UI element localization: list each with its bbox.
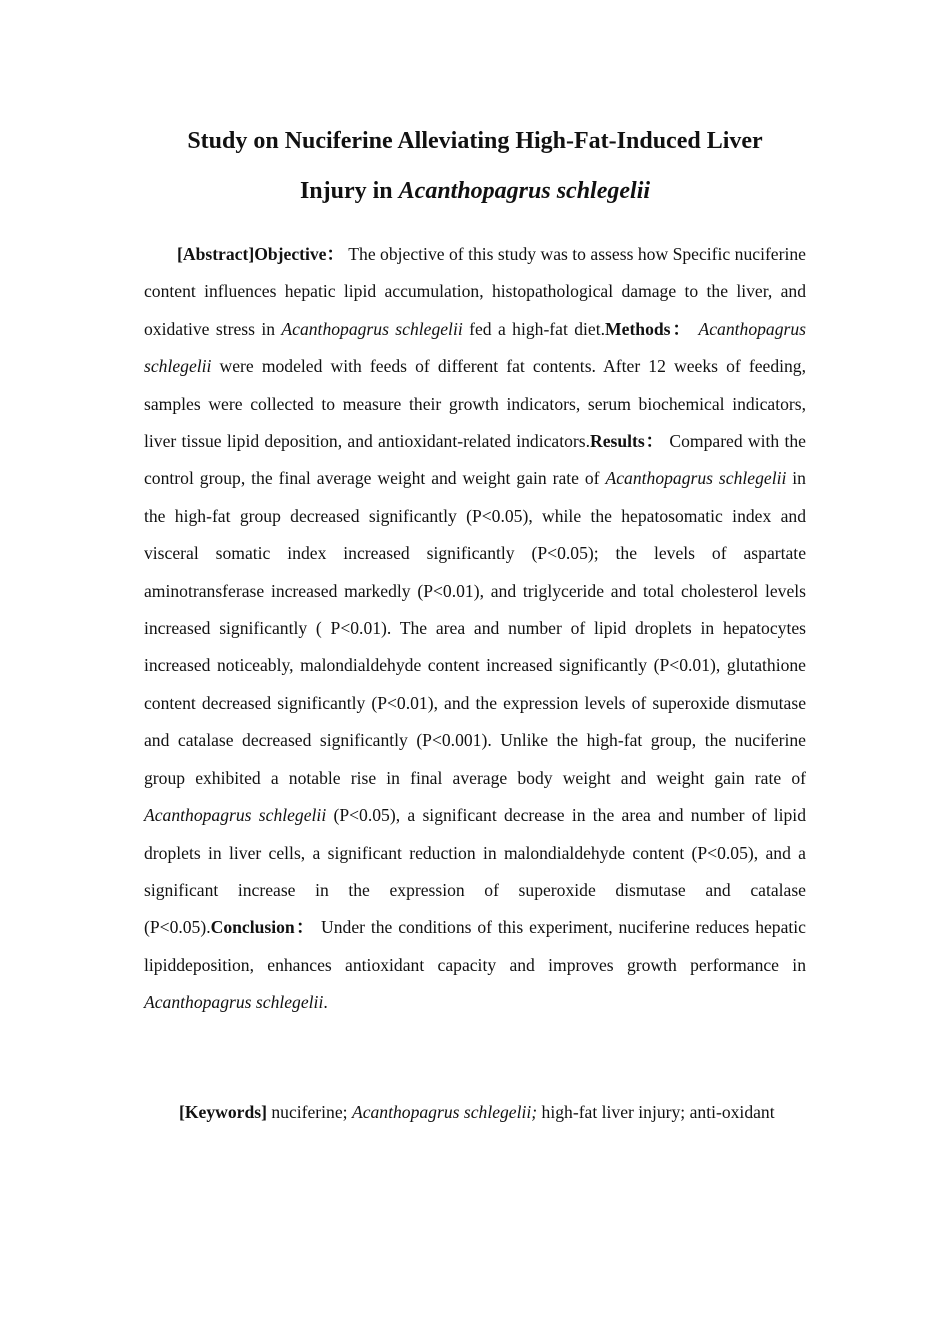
- species-name: Acanthopagrus schlegelii: [144, 992, 324, 1013]
- objective-text-2: fed a high-fat diet.: [462, 318, 606, 339]
- species-name: Acanthopagrus schlegelii: [144, 805, 327, 826]
- methods-text: were modeled with feeds of different fat contents. After 12 weeks of feeding, samples were collected to measure their growth indicators, serum biochemical indicators, liver tissue lipid deposition, and antioxidant-related indicators.: [144, 356, 806, 452]
- conclusion-label: Conclusion：: [210, 917, 316, 938]
- abstract-paragraph: [144, 236, 806, 1022]
- species-name: Acanthopagrus schlegelii: [144, 318, 806, 377]
- species-name: Acanthopagrus schlegelii: [281, 318, 463, 339]
- title-species: Acanthopagrus schlegelii: [398, 178, 651, 204]
- conclusion-text-2: .: [323, 992, 328, 1013]
- title-prefix: Injury in: [299, 178, 399, 204]
- title-line-2: [120, 176, 830, 206]
- title-text: Study on Nuciferine Alleviating High-Fat-Induced Liver: [187, 128, 763, 154]
- abstract-heading: [Abstract]: [177, 244, 255, 264]
- keyword-3: high-fat liver injury; anti-oxidant: [537, 1102, 775, 1122]
- species-name: Acanthopagrus schlegelii: [605, 468, 787, 489]
- results-text-3: (P<0.05), a significant decrease in the area and number of lipid droplets in liver cells, a significant reduction in malondialdehyde content (P<0.05), and a significant increase in the expression of superoxide dismutase and catalase (P<0.05).: [144, 805, 806, 938]
- results-text-1: Compared with the control group, the final average weight and weight gain rate of: [144, 431, 806, 489]
- keywords-label: [Keywords]: [179, 1102, 267, 1122]
- title-line-1: [120, 126, 830, 156]
- conclusion-text-1: Under the conditions of this experiment, nuciferine reduces hepatic lipiddeposition, enhances antioxidant capacity and improves growth performance in: [144, 917, 806, 975]
- results-label: Results：: [590, 431, 665, 452]
- keyword-1: nuciferine;: [266, 1102, 352, 1122]
- methods-label: Methods：: [605, 318, 693, 339]
- objective-label: Objective：: [254, 244, 345, 264]
- keyword-2: Acanthopagrus schlegelii;: [351, 1102, 538, 1122]
- objective-text-1: The objective of this study was to assess how Specific nuciferine content influences hepatic lipid accumulation, histopathological damage to the liver, and oxidative stress in: [144, 244, 806, 339]
- keywords-paragraph: [163, 1094, 806, 1131]
- results-text-2: in the high-fat group decreased significantly (P<0.05), while the hepatosomatic index and visceral somatic index increased significantly (P<0.05); the levels of aspartate aminotransferase increased markedly (P<0.01), and triglyceride and total cholesterol levels increased significantly ( P<0.01). The area and number of lipid droplets in hepatocytes increased noticeably, malondialdehyde content increased significantly (P<0.01), glutathione content decreased significantly (P<0.01), and the expression levels of superoxide dismutase and catalase decreased significantly (P<0.001). Unlike the high-fat group, the nuciferine group exhibited a notable rise in final average body weight and weight gain rate of: [144, 468, 806, 788]
